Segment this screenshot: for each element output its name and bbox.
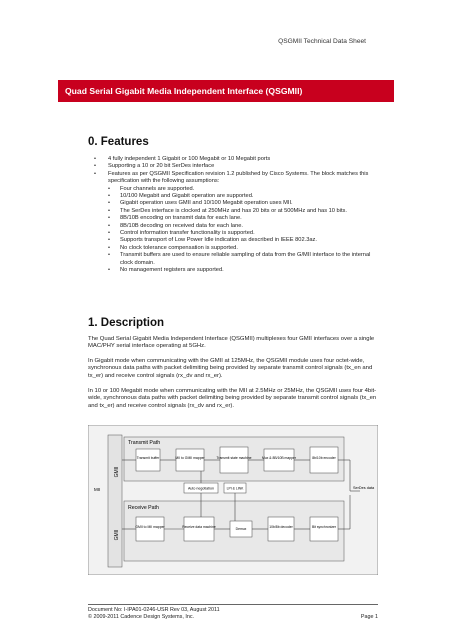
mii-to-gmii-label: MII to GMII mapper (175, 456, 205, 460)
gmii-label: GMII (114, 529, 120, 541)
bit-synchronizer-block (310, 517, 338, 541)
demux-label: Demux (235, 527, 247, 531)
decoder-block (268, 517, 294, 541)
receive-data-machine-label: Receive data machine (182, 525, 216, 529)
encoder-label: 8b/10b encoder (312, 456, 336, 460)
page-footer (88, 604, 378, 620)
serdes-data-label: SerDes data (353, 486, 375, 490)
transmit-buffer-label: Transmit buffer (136, 456, 160, 460)
lpi-link-label: LPI & LINK (226, 486, 244, 491)
feature-item: • 4 fully independent 1 Gigabit or 100 Megabit or 10 Megabit ports (94, 156, 382, 163)
document-number: Document No: I-IPA01-0246-USR Rev 03, August 2011 (88, 607, 220, 613)
gmii-to-mii-block (136, 517, 164, 541)
mux-mapper-block (264, 449, 294, 471)
mii-to-gmii-block (176, 449, 204, 471)
encoder-block (310, 447, 338, 473)
feature-sub-item: • Supports transport of Low Power Idle indication as described in IEEE 802.3az. (94, 237, 382, 244)
feature-sub-item: • No clock tolerance compensation is supported. (94, 245, 382, 252)
description-paragraph: In 10 or 100 Megabit mode when communicating with the MII at 2.5MHz or 25MHz, the QSGMII uses four 4bit-wide, synchronous data paths with packet delimiting being provided by separate transmit control signals (tx_en and tx_er) and receive control signals (rx_dv and rx_er). (88, 388, 377, 409)
feature-sub-item: • Gigabit operation uses GMII and 10/100 Megabit operation uses MII. (94, 200, 382, 207)
transmit-path-label: Transmit Path (128, 440, 161, 446)
feature-item: • Features as per QSGMII Specification revision 1.2 published by Cisco Systems. The block matches this specification with the following assumptions: (94, 171, 382, 186)
mii-label: MII (94, 487, 101, 492)
features-heading: 0. Features (88, 136, 149, 148)
features-list (94, 156, 382, 275)
feature-sub-item: • Control information transfer functionality is supported. (94, 230, 382, 237)
copyright-notice: © 2009-2011 Cadence Design Systems, Inc. (88, 613, 195, 620)
transmit-state-machine-label: Transmit state machine (216, 456, 252, 460)
feature-sub-item: • Four channels are supported. (94, 186, 382, 193)
feature-item: • Supporting a 10 or 20 bit SerDes interface (94, 163, 382, 170)
gmii-to-mii-label: GMII to MII mapper (135, 525, 165, 529)
feature-sub-item: • Transmit buffers are used to ensure reliable sampling of data from the G/MII interface to the internal clock domain. (94, 252, 382, 267)
description-paragraph: In Gigabit mode when communicating with the GMII at 125MHz, the QSGMII module uses four octet-wide, synchronous data paths with packet delimiting being provided by separate transmit control signals (tx_en and tx_er) and receive control signals (rx_dv and rx_er). (88, 358, 373, 379)
title-banner (58, 80, 394, 102)
gmii-label: GMII (114, 466, 120, 478)
receive-data-machine-block (184, 517, 214, 541)
document-title: Quad Serial Gigabit Media Independent Interface (QSGMII) (65, 86, 303, 96)
block-diagram (88, 425, 378, 575)
transmit-buffer-block (136, 449, 160, 471)
feature-sub-item: • The SerDes interface is clocked at 250MHz and has 20 bits or at 500MHz and has 10 bits. (94, 208, 382, 215)
decoder-label: 10b/8b decoder (269, 525, 293, 529)
description-heading: 1. Description (88, 317, 165, 329)
feature-sub-item: • 8B/10B encoding on transmit data for each lane. (94, 215, 382, 222)
receive-path-label: Receive Path (128, 505, 159, 511)
transmit-state-machine-block (220, 447, 248, 473)
description-paragraph: The Quad Serial Gigabit Media Independent Interface (QSGMII) multiplexes four GMII interfaces over a single MAC/PHY serial interface operating at 5GHz. (88, 336, 375, 350)
feature-sub-item: • 8B/10B decoding on received data for each lane. (94, 223, 382, 230)
bit-synchronizer-label: Bit synchronizer (311, 525, 337, 529)
feature-sub-item: • No management registers are supported. (94, 267, 382, 274)
mux-mapper-label: Mux & 8B/10B mapper (261, 456, 297, 460)
auto-negotiation-label: Auto negotiation (188, 486, 214, 491)
feature-sub-item: • 10/100 Megabit and Gigabit operation are supported. (94, 193, 382, 200)
doc-type-label: QSGMII Technical Data Sheet (278, 38, 366, 45)
page-number: Page 1 (360, 614, 378, 620)
